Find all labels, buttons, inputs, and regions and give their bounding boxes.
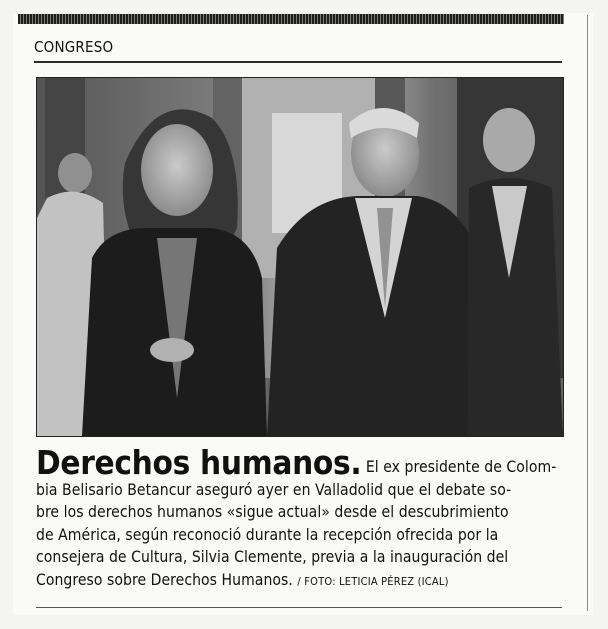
body-line-4: de América, según reconoció durante la recepción ofrecida por la: [36, 525, 499, 544]
body-line-6: Congreso sobre Derechos Humanos.: [36, 570, 293, 589]
photo-credit: / FOTO: LETICIA PÉREZ (ICAL): [297, 574, 449, 588]
clipping-edge: [587, 15, 588, 611]
section-label: CONGRESO: [34, 38, 114, 56]
body-line-1: El ex presidente de Colom-: [365, 458, 557, 476]
headline: Derechos humanos.: [36, 443, 362, 482]
body-line-2: bia Belisario Betancur aseguró ayer en Valladolid que el debate so-: [36, 480, 512, 499]
news-photo: [36, 77, 564, 437]
section-divider: [34, 61, 562, 63]
bottom-rule: [36, 607, 562, 608]
article-body: [36, 443, 568, 594]
top-decorative-rule: [18, 14, 564, 24]
body-line-5: consejera de Cultura, Silvia Clemente, previa a la inauguración del: [36, 548, 509, 567]
body-line-3: bre los derechos humanos «sigue actual» desde el descubrimiento: [36, 503, 509, 522]
